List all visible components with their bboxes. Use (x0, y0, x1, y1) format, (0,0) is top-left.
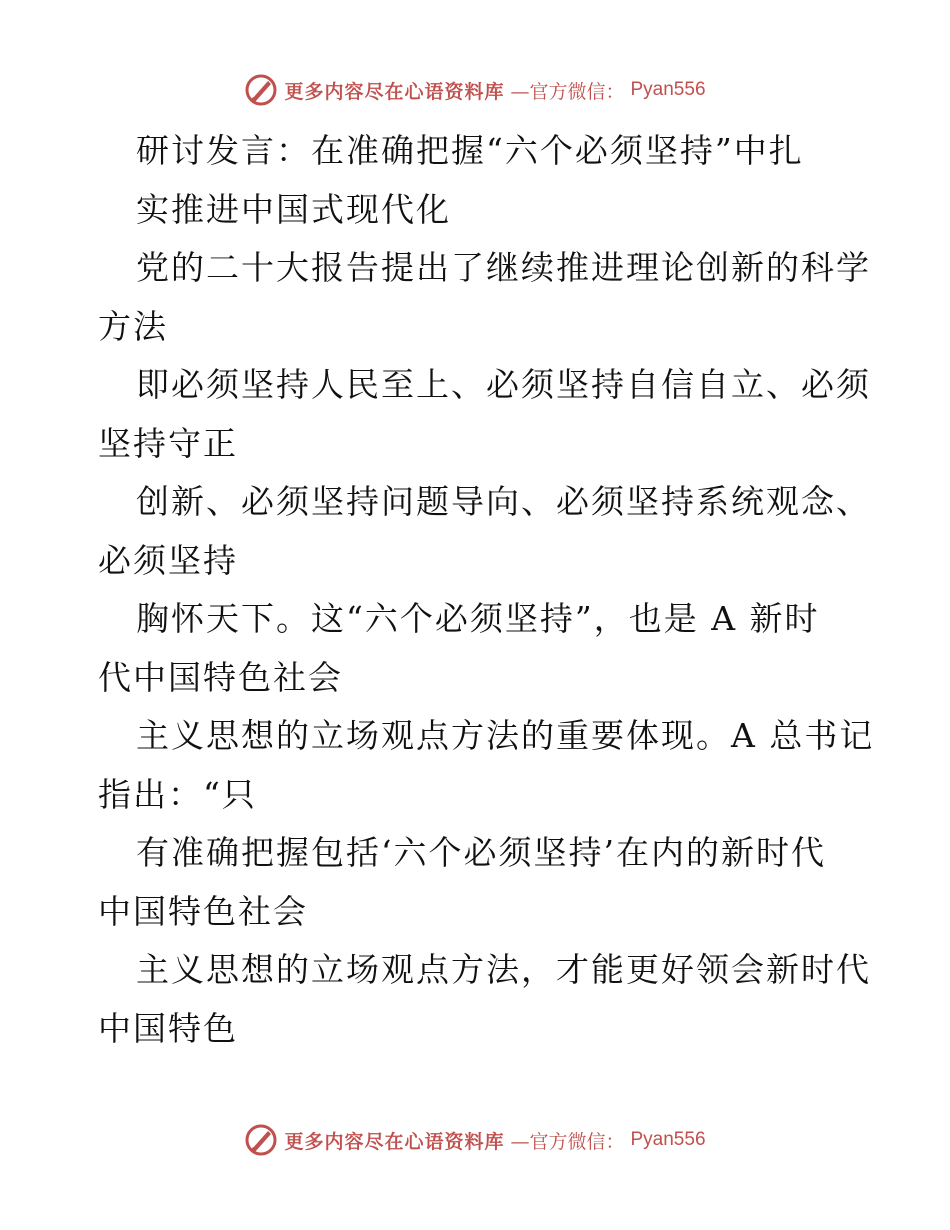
watermark-separator: —官方微信： (510, 80, 625, 103)
text-line: 胸怀天下。这“六个必须坚持”，也是 A 新时 (136, 599, 820, 638)
text-line: 即必须坚持人民至上、必须坚持自信自立、必须 (136, 365, 871, 404)
text-line: 中国特色 (98, 1008, 238, 1048)
pen-logo-icon (244, 73, 278, 107)
text-line: 研讨发言：在准确把握“六个必须坚持”中扎 (136, 131, 804, 170)
document-body (98, 122, 875, 1058)
watermark-wechat-id: Pyan556 (630, 1129, 706, 1150)
header-watermark (0, 70, 950, 110)
watermark-text: 更多内容尽在心语资料库 (284, 1130, 505, 1153)
text-line: 方法 (98, 306, 168, 346)
pen-logo-icon (244, 1123, 278, 1157)
text-line: 必须坚持 (98, 540, 238, 580)
watermark-separator: —官方微信： (510, 1130, 625, 1153)
text-line: 指出：“只 (98, 774, 257, 814)
watermark-text: 更多内容尽在心语资料库 (284, 80, 505, 103)
text-line: 中国特色社会 (98, 891, 308, 931)
footer-watermark (0, 1120, 950, 1160)
text-line: 主义思想的立场观点方法的重要体现。A 总书记 (136, 716, 875, 755)
text-line: 代中国特色社会 (98, 657, 343, 697)
watermark-wechat-id: Pyan556 (630, 79, 706, 100)
text-line: 创新、必须坚持问题导向、必须坚持系统观念、 (136, 482, 871, 521)
text-line: 有准确把握包括‘六个必须坚持’在内的新时代 (136, 833, 826, 872)
text-line: 主义思想的立场观点方法，才能更好领会新时代 (136, 950, 871, 989)
text-line: 实推进中国式现代化 (136, 189, 451, 229)
text-line: 坚持守正 (98, 423, 238, 463)
text-line: 党的二十大报告提出了继续推进理论创新的科学 (136, 248, 871, 287)
